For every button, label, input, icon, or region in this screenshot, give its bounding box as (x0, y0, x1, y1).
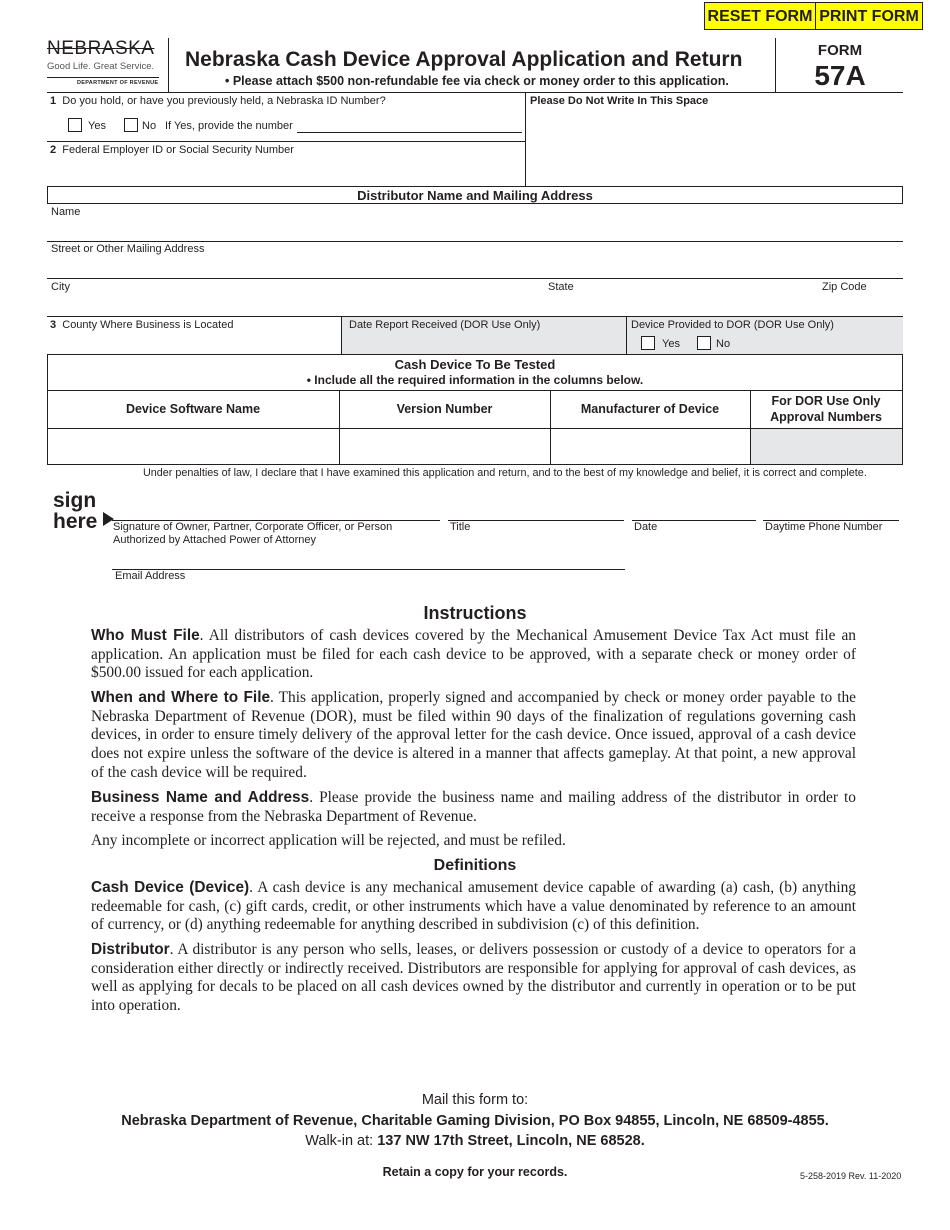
city-label: City (51, 281, 70, 293)
device-provided-yes-checkbox[interactable] (641, 336, 655, 350)
form-subtitle: • Please attach $500 non-refundable fee via check or money order to this application. (225, 74, 729, 88)
email-label: Email Address (115, 570, 186, 582)
business-name-paragraph: Business Name and Address. Please provide the business name and mailing address of the distributor in order to receive a response from the Nebraska Department of Revenue. (91, 789, 856, 825)
logo-dept: DEPARTMENT OF REVENUE (77, 80, 159, 86)
q1-yes-label: Yes (88, 120, 106, 132)
col-manufacturer: Manufacturer of Device (580, 402, 720, 416)
distributor-paragraph: Distributor. A distributor is any person who sells, leases, or delivers possession or custody of a device to operators for a consideration either directly or indirectly received. Distributors are responsible for applying for approval of cash devices, as well as applying for decals to be placed on all cash devices owned by the distributor and currently in operation or to be put into operation. (91, 941, 856, 1015)
mailing-address: Nebraska Department of Revenue, Charitable Gaming Division, PO Box 94855, Lincoln, NE 68509-4855. (121, 1113, 829, 1129)
instructions-heading: Instructions (423, 603, 527, 623)
do-not-write-label: Please Do Not Write In This Space (530, 95, 709, 107)
q1-label: Do you hold, or have you previously held, a Nebraska ID Number? (62, 95, 386, 107)
q1-no-checkbox[interactable] (124, 118, 138, 132)
walkin-line: Walk-in at: 137 NW 17th Street, Lincoln, NE 68528. (305, 1133, 645, 1149)
device-subheading: • Include all the required information in the columns below. (306, 373, 644, 387)
form-title: Nebraska Cash Device Approval Application and Return (185, 48, 743, 71)
name-input[interactable] (47, 218, 903, 240)
zip-label: Zip Code (822, 281, 867, 293)
here-label: here (53, 510, 98, 533)
date-received-label: Date Report Received (DOR Use Only) (349, 319, 541, 331)
device-provided-no-checkbox[interactable] (697, 336, 711, 350)
mail-to-label: Mail this form to: (421, 1092, 529, 1108)
form-number: 57A (814, 60, 866, 91)
definitions-heading: Definitions (433, 857, 517, 874)
manufacturer-input[interactable] (551, 429, 749, 463)
cash-device-paragraph: Cash Device (Device). A cash device is any mechanical amusement device capable of awarding (a) cash, (b) anything redeemable for cash, (c) gift cards, credit, or other instruments which have a value denominated by reference to an amount of currency, or (d) anything redeemable for anything described in subdivision (c) of this definition. (91, 879, 856, 934)
incomplete-paragraph: Any incomplete or incorrect application will be rejected, and must be refiled. (91, 832, 566, 849)
q2-number: 2 (50, 144, 57, 156)
nebraska-id-input[interactable] (297, 132, 522, 133)
q1-number: 1 (50, 95, 57, 107)
email-input[interactable] (112, 569, 625, 570)
sign-label: sign (53, 489, 97, 512)
signature-label-2: Authorized by Attached Power of Attorney (113, 534, 317, 546)
when-where-paragraph: When and Where to File. This application, properly signed and accompanied by check or money order payable to the Nebraska Department of Revenue (DOR), must be filed within 90 days of the finalization of regulations governing cash devices, in order to ensure timely delivery of the approval letter for the cash device. Once issued, approval of a cash device does not expire unless the software of the device is altered in a manner that affects gameplay. At that point, a new approval of the cash device will be required. (91, 689, 856, 781)
cash-device-heading: Cash Device (Device) (91, 879, 250, 896)
q2-label: Federal Employer ID or Social Security Number (62, 144, 294, 156)
distributor-definition-heading: Distributor (91, 941, 170, 958)
device-provided-no-label: No (716, 338, 731, 350)
phone-label: Daytime Phone Number (765, 521, 883, 533)
col-approval-numbers: Approval Numbers (770, 410, 882, 424)
who-must-file-paragraph: Who Must File. All distributors of cash devices covered by the Mechanical Amusement Device Tax Act must file an application. An application must be filed for each cash device to be approved, with a separate check or money order of $500.00 issued for each application. (91, 627, 856, 682)
col-version-number: Version Number (396, 402, 493, 416)
col-device-software-name: Device Software Name (125, 402, 261, 416)
state-label: State (548, 281, 574, 293)
declaration-text: Under penalties of law, I declare that I have examined this application and return, and to the best of my knowledge and belief, it is correct and complete. (143, 467, 867, 479)
date-label: Date (634, 521, 658, 533)
when-where-heading: When and Where to File (91, 689, 271, 706)
signature-label-1: Signature of Owner, Partner, Corporate Officer, or Person (113, 521, 393, 533)
street-input[interactable] (47, 255, 903, 277)
retain-copy: Retain a copy for your records. (382, 1165, 568, 1179)
title-label: Title (450, 521, 471, 533)
nebraska-logo (47, 38, 162, 86)
print-form-button[interactable]: PRINT FORM (815, 2, 923, 30)
if-yes-label: If Yes, provide the number (165, 120, 293, 132)
device-heading: Cash Device To Be Tested (394, 357, 556, 372)
q3-number: 3 (50, 319, 57, 331)
title-input[interactable] (448, 520, 624, 521)
q1-no-label: No (142, 120, 157, 132)
business-name-heading: Business Name and Address (91, 789, 310, 806)
fein-ssn-input[interactable] (47, 158, 525, 186)
city-state-zip-input[interactable] (47, 294, 903, 314)
who-must-file-heading: Who Must File (91, 627, 200, 644)
device-provided-label: Device Provided to DOR (DOR Use Only) (631, 319, 834, 331)
device-provided-yes-label: Yes (662, 338, 680, 350)
version-number-input[interactable] (340, 429, 549, 463)
col-dor-use-only: For DOR Use Only (771, 394, 881, 408)
distributor-heading: Distributor Name and Mailing Address (357, 188, 593, 203)
q1-yes-checkbox[interactable] (68, 118, 82, 132)
form-label: FORM (817, 42, 863, 59)
walkin-address: 137 NW 17th Street, Lincoln, NE 68528. (377, 1133, 645, 1149)
name-label: Name (51, 206, 81, 218)
street-label: Street or Other Mailing Address (51, 243, 205, 255)
logo-tagline: Good Life. Great Service. (47, 61, 155, 72)
reset-form-button[interactable]: RESET FORM (704, 2, 816, 30)
revision-number: 5-258-2019 Rev. 11-2020 (800, 1171, 902, 1181)
device-software-name-input[interactable] (48, 429, 338, 463)
logo-state: NEBRASKA (47, 38, 155, 59)
county-label: County Where Business is Located (62, 319, 234, 331)
